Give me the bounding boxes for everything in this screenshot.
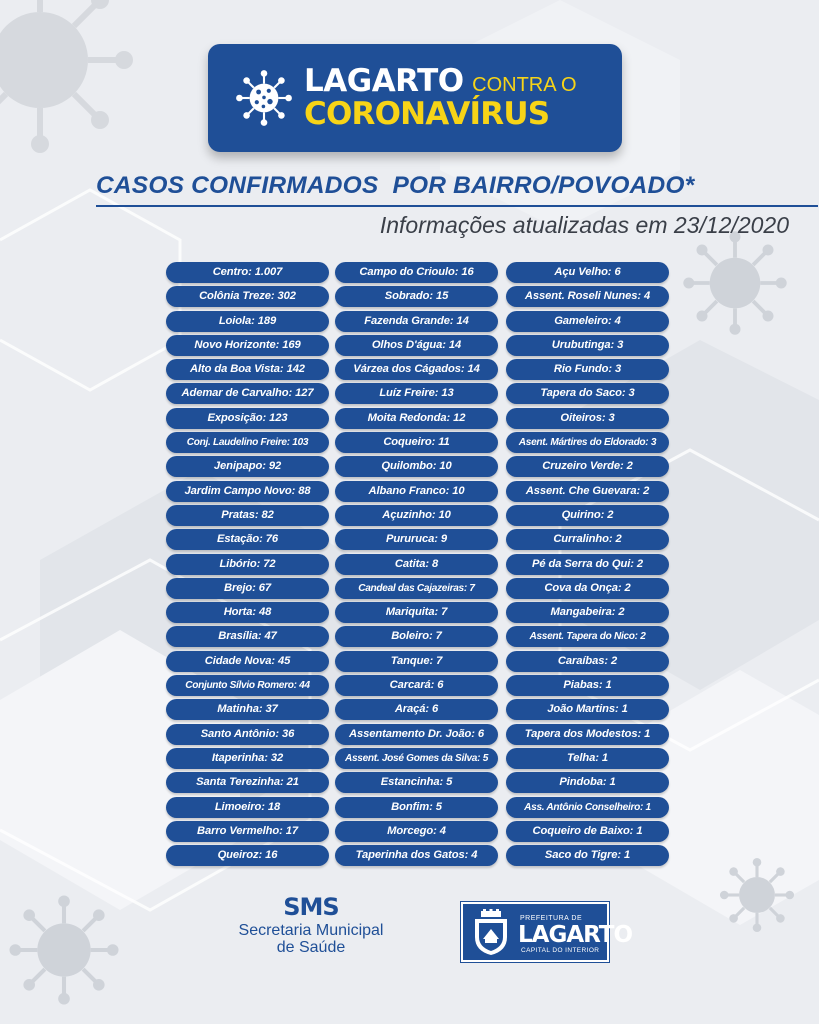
case-item: Alto da Boa Vista: 142 — [166, 359, 329, 380]
cases-column-3 — [506, 262, 669, 869]
virus-icon — [718, 856, 796, 934]
case-item: Jenipapo: 92 — [166, 456, 329, 477]
sms-logo — [226, 892, 396, 956]
banner-line2: CORONAVÍRUS — [304, 96, 550, 132]
case-item: Araçá: 6 — [335, 699, 498, 720]
case-item: Tapera dos Modestos: 1 — [506, 724, 669, 745]
case-item: Horta: 48 — [166, 602, 329, 623]
coronavirus-icon — [234, 68, 294, 128]
case-item: Tapera do Saco: 3 — [506, 383, 669, 404]
case-item: Conjunto Sílvio Romero: 44 — [166, 675, 329, 696]
virus-icon — [680, 228, 790, 338]
case-item: Piabas: 1 — [506, 675, 669, 696]
update-date: Informações atualizadas em 23/12/2020 — [379, 212, 789, 238]
case-item: Conj. Laudelino Freire: 103 — [166, 432, 329, 453]
case-item: Campo do Crioulo: 16 — [335, 262, 498, 283]
case-item: Candeal das Cajazeiras: 7 — [335, 578, 498, 599]
case-item: Moita Redonda: 12 — [335, 408, 498, 429]
case-item: Assent. Tapera do Nico: 2 — [506, 626, 669, 647]
case-item: Assent. Che Guevara: 2 — [506, 481, 669, 502]
case-item: Centro: 1.007 — [166, 262, 329, 283]
case-item: Fazenda Grande: 14 — [335, 311, 498, 332]
case-item: Taperinha dos Gatos: 4 — [335, 845, 498, 866]
case-item: Caraíbas: 2 — [506, 651, 669, 672]
case-item: Estancinha: 5 — [335, 772, 498, 793]
case-item: Telha: 1 — [506, 748, 669, 769]
sms-subtitle-2: de Saúde — [276, 939, 346, 956]
case-item: Luíz Freire: 13 — [335, 383, 498, 404]
case-item: Saco do Tigre: 1 — [506, 845, 669, 866]
case-item: Coqueiro de Baixo: 1 — [506, 821, 669, 842]
case-item: João Martins: 1 — [506, 699, 669, 720]
cases-column-1 — [166, 262, 329, 869]
case-item: Asent. Mártires do Eldorado: 3 — [506, 432, 669, 453]
case-item: Morcego: 4 — [335, 821, 498, 842]
case-item: Limoeiro: 18 — [166, 797, 329, 818]
case-item: Bonfim: 5 — [335, 797, 498, 818]
case-item: Boleiro: 7 — [335, 626, 498, 647]
case-item: Jardim Campo Novo: 88 — [166, 481, 329, 502]
case-item: Quilombo: 10 — [335, 456, 498, 477]
case-item: Matinha: 37 — [166, 699, 329, 720]
prefeitura-logo — [461, 902, 633, 962]
case-item: Tanque: 7 — [335, 651, 498, 672]
case-item: Assent. José Gomes da Silva: 5 — [335, 748, 498, 769]
case-item: Oiteiros: 3 — [506, 408, 669, 429]
city-crest-icon — [469, 909, 513, 957]
banner-city: LAGARTO — [304, 63, 464, 99]
case-item: Mariquita: 7 — [335, 602, 498, 623]
case-item: Assent. Roseli Nunes: 4 — [506, 286, 669, 307]
prefeitura-tagline: CAPITAL DO INTERIOR — [521, 947, 600, 954]
case-item: Libório: 72 — [166, 554, 329, 575]
case-item: Cruzeiro Verde: 2 — [506, 456, 669, 477]
virus-icon — [0, 0, 140, 160]
case-item: Assentamento Dr. João: 6 — [335, 724, 498, 745]
case-item: Itaperinha: 32 — [166, 748, 329, 769]
case-item: Novo Horizonte: 169 — [166, 335, 329, 356]
case-item: Urubutinga: 3 — [506, 335, 669, 356]
case-item: Açu Velho: 6 — [506, 262, 669, 283]
case-item: Brasília: 47 — [166, 626, 329, 647]
virus-icon — [6, 892, 122, 1008]
case-item: Carcará: 6 — [335, 675, 498, 696]
case-item: Pratas: 82 — [166, 505, 329, 526]
case-item: Várzea dos Cágados: 14 — [335, 359, 498, 380]
banner-line1 — [304, 63, 577, 99]
case-item: Pururuca: 9 — [335, 529, 498, 550]
case-item: Olhos D'água: 14 — [335, 335, 498, 356]
campaign-banner — [208, 44, 622, 152]
case-item: Ademar de Carvalho: 127 — [166, 383, 329, 404]
case-item: Albano Franco: 10 — [335, 481, 498, 502]
case-item: Colônia Treze: 302 — [166, 286, 329, 307]
case-item: Exposição: 123 — [166, 408, 329, 429]
case-item: Barro Vermelho: 17 — [166, 821, 329, 842]
case-item: Quirino: 2 — [506, 505, 669, 526]
case-item: Gameleiro: 4 — [506, 311, 669, 332]
case-item: Sobrado: 15 — [335, 286, 498, 307]
sms-subtitle-1: Secretaria Municipal — [238, 922, 384, 939]
sms-title: SMS — [283, 893, 339, 921]
prefeitura-city: LAGARTO — [518, 922, 633, 948]
case-item: Queiroz: 16 — [166, 845, 329, 866]
page-title: CASOS CONFIRMADOS POR BAIRRO/POVOADO* — [96, 172, 695, 199]
case-item: Pindoba: 1 — [506, 772, 669, 793]
case-item: Estação: 76 — [166, 529, 329, 550]
banner-contra: CONTRA O — [472, 74, 577, 96]
case-item: Brejo: 67 — [166, 578, 329, 599]
prefeitura-label: PREFEITURA DE — [520, 915, 583, 922]
case-item: Cova da Onça: 2 — [506, 578, 669, 599]
case-item: Açuzinho: 10 — [335, 505, 498, 526]
case-item: Santa Terezinha: 21 — [166, 772, 329, 793]
case-item: Ass. Antônio Conselheiro: 1 — [506, 797, 669, 818]
title-divider — [96, 205, 818, 207]
case-item: Santo Antônio: 36 — [166, 724, 329, 745]
case-item: Catita: 8 — [335, 554, 498, 575]
cases-column-2 — [335, 262, 498, 869]
case-item: Loiola: 189 — [166, 311, 329, 332]
case-item: Coqueiro: 11 — [335, 432, 498, 453]
case-item: Curralinho: 2 — [506, 529, 669, 550]
case-item: Mangabeira: 2 — [506, 602, 669, 623]
case-item: Rio Fundo: 3 — [506, 359, 669, 380]
case-item: Cidade Nova: 45 — [166, 651, 329, 672]
case-item: Pé da Serra do Qui: 2 — [506, 554, 669, 575]
